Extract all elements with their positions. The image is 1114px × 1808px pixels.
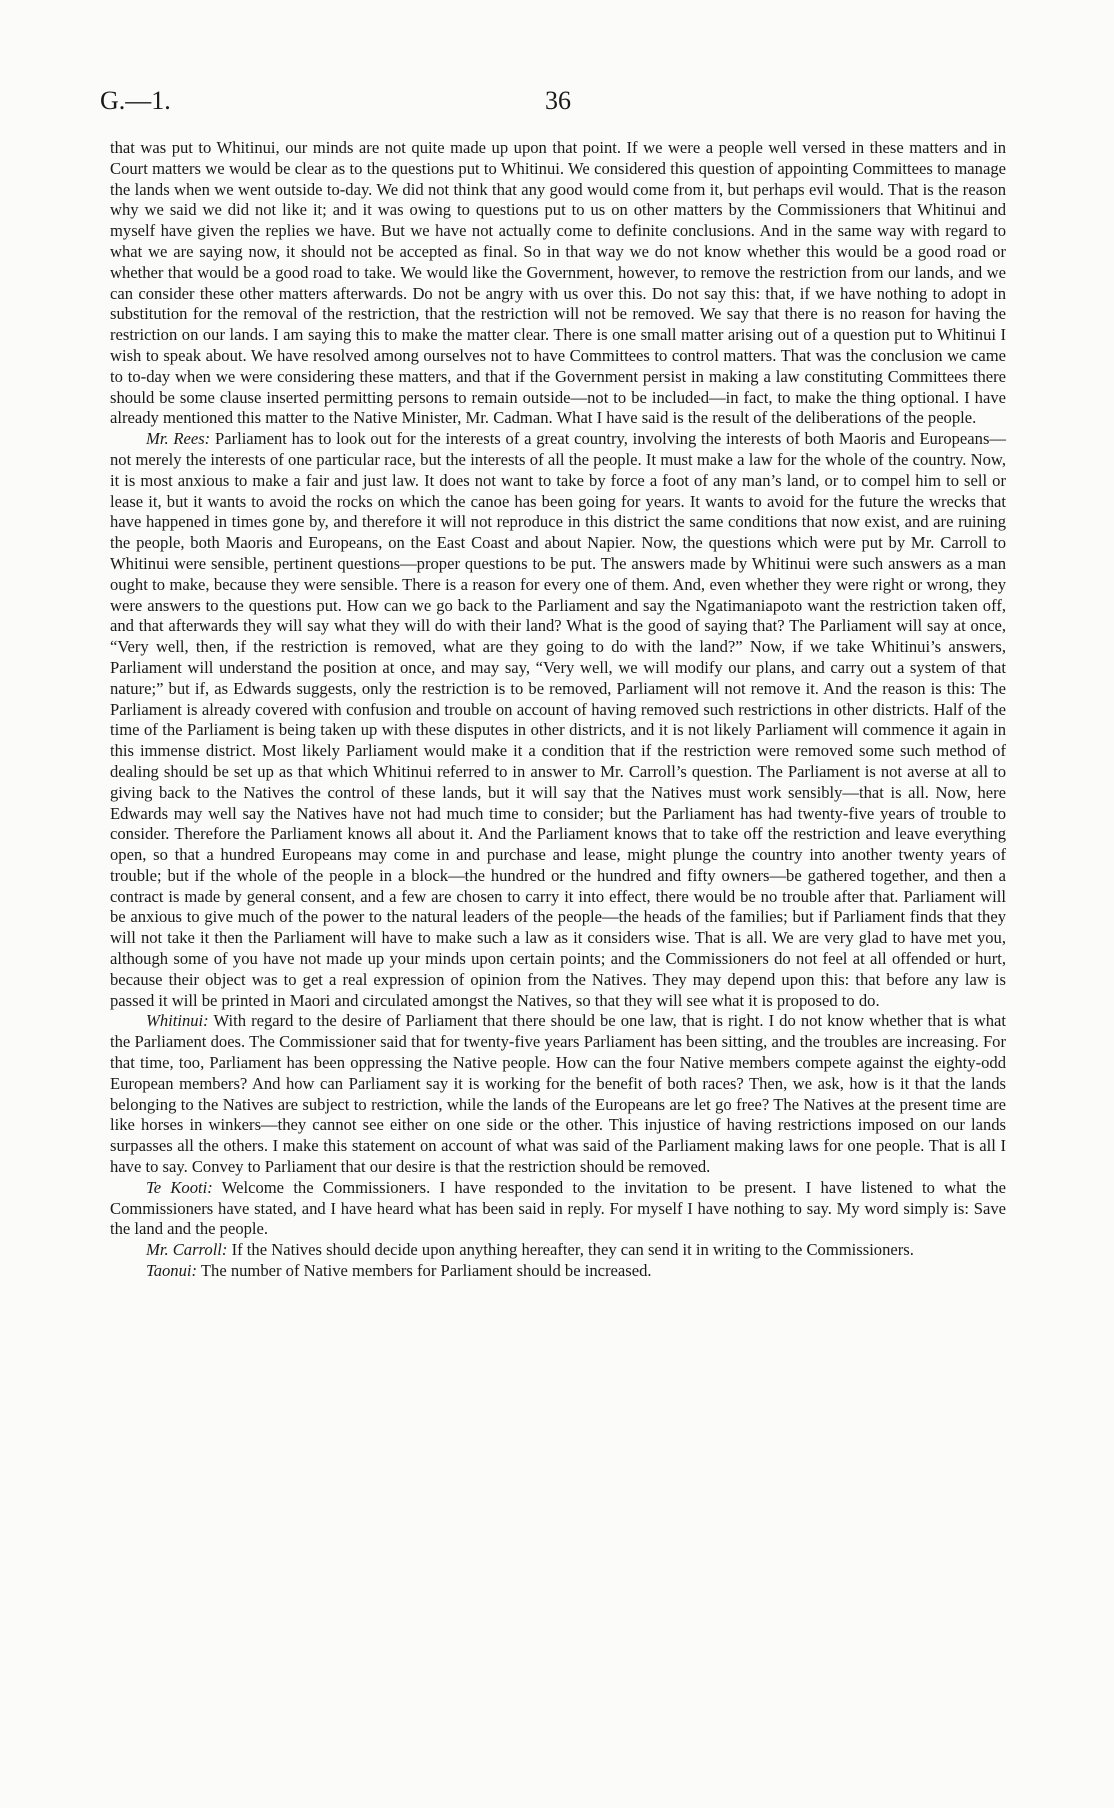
speaker-name: Te Kooti: (146, 1177, 213, 1197)
paragraph-text: With regard to the desire of Parliament that there should be one law, that is right. I do not know whether that is what the Parliament does. The Commissioner said that for twenty-five years Parliament has been sitting, and the troubles are increasing. For that time, too, Parliament has been oppressing the Native people. How can the four Native members compete against the eighty-odd European members? And how can Parliament say it is working for the benefit of both races? Then, we ask, how is it that the lands belonging to the Natives are subject to restriction, while the lands of the Europeans are let go free? The Natives at the present time are like horses in winkers—they cannot see either on one side or the other. This injustice of having restrictions imposed on our lands surpasses all the others. I make this statement on account of what was said of the Parliament making laws for one people. That is all I have to say. Convey to Parliament that our desire is that the restriction should be removed. (110, 1011, 1006, 1177)
page-header (100, 86, 1000, 126)
speaker-name: Taonui: (146, 1261, 198, 1281)
paragraph-text: that was put to Whitinui, our minds are not quite made up upon that point. If we were a people well versed in these matters and in Court matters we would be clear as to the questions put to Whitinui. We considered this question of appointing Committees to manage the lands when we went outside to-day. We did not think that any good would come from it, but perhaps evil would. That is the reason why we said we did not like it; and it was owing to questions put to us on other matters by the Commissioners that Whitinui and myself have given the replies we have. But we have not actually come to definite conclusions. And in the same way with regard to what we are saying now, it should not be accepted as final. So in that way we do not know whether this would be a good road or whether that would be a good road to take. We would like the Government, however, to remove the restriction from our lands, and we can consider these other matters afterwards. Do not be angry with us over this. Do not say this: that, if we have nothing to adopt in substitution for the removal of the restriction, that the restriction will not be removed. We say that there is no reason for having the restriction on our lands. I am saying this to make the matter clear. There is one small matter arising out of a question put to Whitinui I wish to speak about. We have resolved among ourselves not to have Committees to control matters. That was the conclusion we came to to-day when we were considering these matters, and that if the Government persist in making a law constituting Committees there should be some clause inserted permitting persons to remain outside—not to be included—in fact, to make the thing optional. I have already mentioned this matter to the Native Minister, Mr. Cadman. What I have said is the result of the deliberations of the people. (110, 138, 1006, 428)
document-reference: G.—1. (100, 86, 171, 115)
speech-whitinui (110, 1011, 1006, 1177)
paragraph-text: If the Natives should decide upon anything hereafter, they can send it in writing to the Commissioners. (231, 1240, 914, 1260)
paragraph-text: Parliament has to look out for the interests of a great country, involving the interests of both Maoris and Europeans—not merely the interests of one particular race, but the interests of all the people. It must make a law for the whole of the country. Now, it is most anxious to make a fair and just law. It does not want to take by force a foot of any man’s land, or to compel him to sell or lease it, but it wants to avoid the rocks on which the canoe has been going for years. It wants to avoid for the future the wrecks that have happened in times gone by, and therefore it will not reproduce in this district the same conditions that now exist, and are ruining the people, both Maoris and Europeans, on the East Coast and about Napier. Now, the questions which were put by Mr. Carroll to Whitinui were sensible, pertinent questions—proper questions to be put. The answers made by Whitinui were such answers as a man ought to make, because they were sensible. There is a reason for every one of them. And, even whether they were right or wrong, they were answers to the questions put. How can we go back to the Parliament and say the Ngatimaniapoto want the restriction taken off, and that afterwards they will say what they will do with their land? What is the good of saying that? The Parliament will say at once, “Very well, then, if the restriction is removed, what are they going to do with the land?” Now, if we take Whitinui’s answers, Parliament will understand the position at once, and may say, “Very well, we will modify our plans, and carry out a system of that nature;” but if, as Edwards suggests, only the restriction is to be removed, Parliament will not remove it. And the reason is this: The Parliament is already covered with confusion and trouble on account of having removed such restrictions in other districts. Half of the time of the Parliament is being taken up with these disputes in other districts, and it is not likely Parliament will commence it again in this immense district. Most likely Parliament would make it a condition that if the restriction were removed some such method of dealing should be set up as that which Whitinui referred to in answer to Mr. Carroll’s question. The Parliament is not averse at all to giving back to the Natives the control of these lands, but it will say that the Natives must work sensibly—that is all. Now, here Edwards may well say the Natives have not had much time to consider; but the Parliament has had twenty-five years of trouble to consider. Therefore the Parliament knows all about it. And the Parliament knows that to take off the restriction and leave everything open, so that a hundred Europeans may come in and purchase and lease, might plunge the country into another twenty years of trouble; but if the whole of the people in a block—the hundred or the hundred and fifty owners—be gathered together, and then a contract is made by general consent, and a few are chosen to carry it into effect, there would be no trouble after that. Parliament will be anxious to give much of the power to the natural leaders of the people—the heads of the families; but if Parliament finds that they will not take it then the Parliament will have to make such a law as it considers wise. That is all. We are very glad to have met you, although some of you have not made up your minds upon certain points; and the Commissioners do not feel at all offended or hurt, because their object was to get a real expression of opinion from the Natives. They may depend upon this: that before any law is passed it will be printed in Maori and circulated amongst the Natives, so that they will see what it is proposed to do. (110, 429, 1007, 1010)
speaker-name: Whitinui: (146, 1011, 209, 1031)
paragraph-continuation (110, 138, 1006, 429)
speaker-name: Mr. Carroll: (146, 1240, 228, 1260)
page-number: 36 (545, 86, 571, 115)
paragraph-text: Welcome the Commissioners. I have responded to the invitation to be present. I have listened to what the Commissioners have stated, and I have heard what has been said in reply. For myself I have nothing to say. My word simply is: Save the land and the people. (110, 1177, 1006, 1239)
speech-mr-carroll (110, 1240, 1006, 1261)
speech-taonui (110, 1261, 1006, 1282)
speech-te-kooti (110, 1178, 1006, 1240)
paragraph-text: The number of Native members for Parliament should be increased. (200, 1261, 652, 1281)
speaker-name: Mr. Rees: (146, 429, 211, 449)
speech-mr-rees (110, 429, 1006, 1011)
document-body (110, 138, 1006, 1282)
